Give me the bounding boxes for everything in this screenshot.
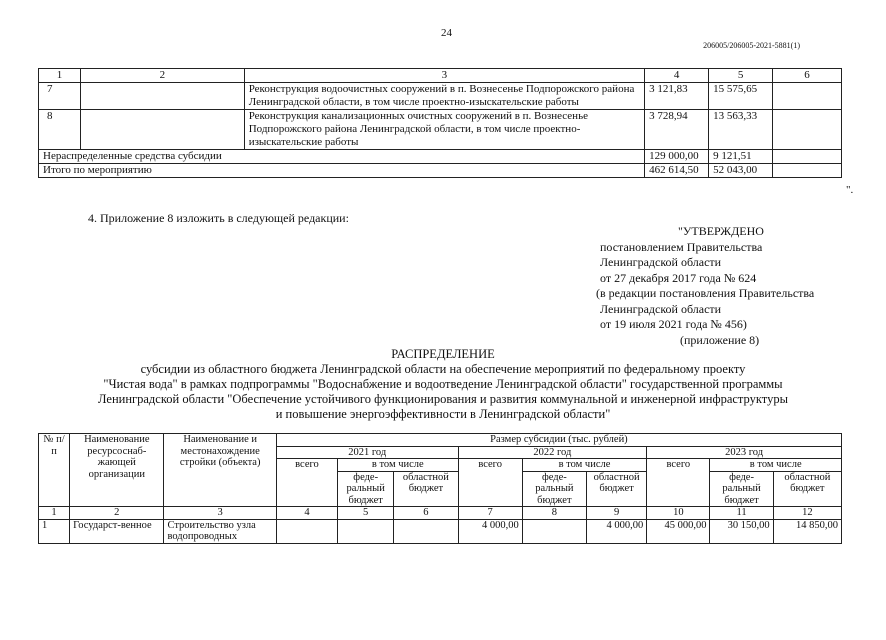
approval-line: Ленинградской области [600, 255, 722, 269]
org-cell [80, 83, 244, 110]
col-number: 1 [39, 69, 81, 83]
header-reg: областной бюджет [394, 471, 458, 507]
col-number: 8 [522, 507, 586, 520]
header-fed: феде-ральный бюджет [522, 471, 586, 507]
col-number-row [39, 507, 842, 520]
header-total: всего [276, 459, 337, 507]
col-number: 6 [773, 69, 842, 83]
approval-line: "УТВЕРЖДЕНО [678, 224, 764, 238]
distribution-table [38, 433, 842, 544]
value-cell [773, 150, 842, 164]
header-year: 2021 год [276, 446, 458, 459]
value-cell [522, 519, 586, 543]
object-cell: Строительство узла водопроводных [164, 519, 276, 543]
object-cell: Реконструкция канализационных очистных сооружений в п. Вознесенье Подпорожского района Ленинградской области, в том числе проектно-изыскательские работы [244, 110, 644, 150]
table-row [39, 519, 842, 543]
value-cell: 3 121,83 [645, 83, 709, 110]
col-number: 1 [39, 507, 70, 520]
header-subsidy: Размер субсидии (тыс. рублей) [276, 434, 841, 447]
col-number: 5 [338, 507, 394, 520]
header-object: Наименование и местонахождение стройки (объекта) [164, 434, 276, 507]
header-year: 2023 год [647, 446, 842, 459]
col-number: 4 [645, 69, 709, 83]
object-cell: Реконструкция водоочистных сооружений в п. Вознесенье Подпорожского района Ленинградской области, в том числе проектно-изыскательские работы [244, 83, 644, 110]
item-4-text: 4. Приложение 8 изложить в следующей редакции: [88, 211, 349, 225]
table-header-row [39, 69, 842, 83]
approval-line: постановлением Правительства [600, 239, 763, 254]
col-number: 2 [80, 69, 244, 83]
continued-table [38, 68, 842, 178]
document-title [0, 347, 886, 422]
approval-block [596, 224, 815, 348]
col-number: 6 [394, 507, 458, 520]
value-cell: 52 043,00 [709, 164, 773, 178]
value-cell [276, 519, 337, 543]
value-cell: 45 000,00 [647, 519, 710, 543]
col-number: 5 [709, 69, 773, 83]
header-incl: в том числе [710, 459, 842, 472]
title-line: Ленинградской области "Обеспечение устойчивого функционирования и развития коммунальной и инженерной инфраструктуры [98, 392, 788, 406]
value-cell [773, 110, 842, 150]
header-fed: феде-ральный бюджет [710, 471, 773, 507]
approval-line: (в редакции постановления Правительства [596, 286, 815, 300]
row-number: 7 [39, 83, 81, 110]
col-number: 3 [164, 507, 276, 520]
header-total: всего [647, 459, 710, 507]
header-total: всего [458, 459, 522, 507]
page-number: 24 [441, 27, 452, 39]
header-reg: областной бюджет [773, 471, 841, 507]
org-cell [80, 110, 244, 150]
value-cell: 4 000,00 [586, 519, 646, 543]
value-cell: 14 850,00 [773, 519, 841, 543]
value-cell [773, 164, 842, 178]
col-number: 7 [458, 507, 522, 520]
header-num: № п/п [39, 434, 70, 507]
value-cell [394, 519, 458, 543]
title-heading: РАСПРЕДЕЛЕНИЕ [391, 347, 495, 361]
value-cell [338, 519, 394, 543]
value-cell: 4 000,00 [458, 519, 522, 543]
header-incl: в том числе [522, 459, 646, 472]
total-row [39, 164, 842, 178]
col-number: 11 [710, 507, 773, 520]
value-cell: 3 728,94 [645, 110, 709, 150]
value-cell: 462 614,50 [645, 164, 709, 178]
header-reg: областной бюджет [586, 471, 646, 507]
table-row [39, 83, 842, 110]
col-number: 10 [647, 507, 710, 520]
value-cell: 9 121,51 [709, 150, 773, 164]
col-number: 2 [70, 507, 164, 520]
value-cell: 13 563,33 [709, 110, 773, 150]
value-cell: 30 150,00 [710, 519, 773, 543]
header-org: Наименование ресурсоснаб-жающей организации [70, 434, 164, 507]
header-fed: феде-ральный бюджет [338, 471, 394, 507]
total-label: Итого по мероприятию [39, 164, 645, 178]
value-cell: 129 000,00 [645, 150, 709, 164]
approval-line: от 19 июля 2021 года № 456) [600, 317, 747, 331]
col-number: 9 [586, 507, 646, 520]
row-number: 8 [39, 110, 81, 150]
col-number: 4 [276, 507, 337, 520]
col-number: 3 [244, 69, 644, 83]
title-line: "Чистая вода" в рамках подпрограммы "Водоснабжение и водоотведение Ленинградской области" государственной программы [103, 377, 783, 391]
header-incl: в том числе [338, 459, 458, 472]
undistributed-label: Нераспределенные средства субсидии [39, 150, 645, 164]
header-row-1 [39, 434, 842, 447]
undistributed-row [39, 150, 842, 164]
col-number: 12 [773, 507, 841, 520]
approval-line: Ленинградской области [600, 301, 722, 316]
approval-line: (приложение 8) [680, 332, 760, 347]
closing-quote: ". [846, 184, 854, 196]
title-line: и повышение энергоэффективности в Ленинградской области" [275, 407, 611, 421]
value-cell [773, 83, 842, 110]
header-year: 2022 год [458, 446, 647, 459]
org-cell: Государст-венное [70, 519, 164, 543]
document-code: 206005/206005-2021-5881(1) [703, 41, 800, 50]
value-cell: 15 575,65 [709, 83, 773, 110]
approval-line: от 27 декабря 2017 года № 624 [600, 270, 757, 285]
title-line: субсидии из областного бюджета Ленинградской области на обеспечение мероприятий по федеральному проекту [140, 362, 746, 376]
table-row [39, 110, 842, 150]
row-number: 1 [39, 519, 70, 543]
